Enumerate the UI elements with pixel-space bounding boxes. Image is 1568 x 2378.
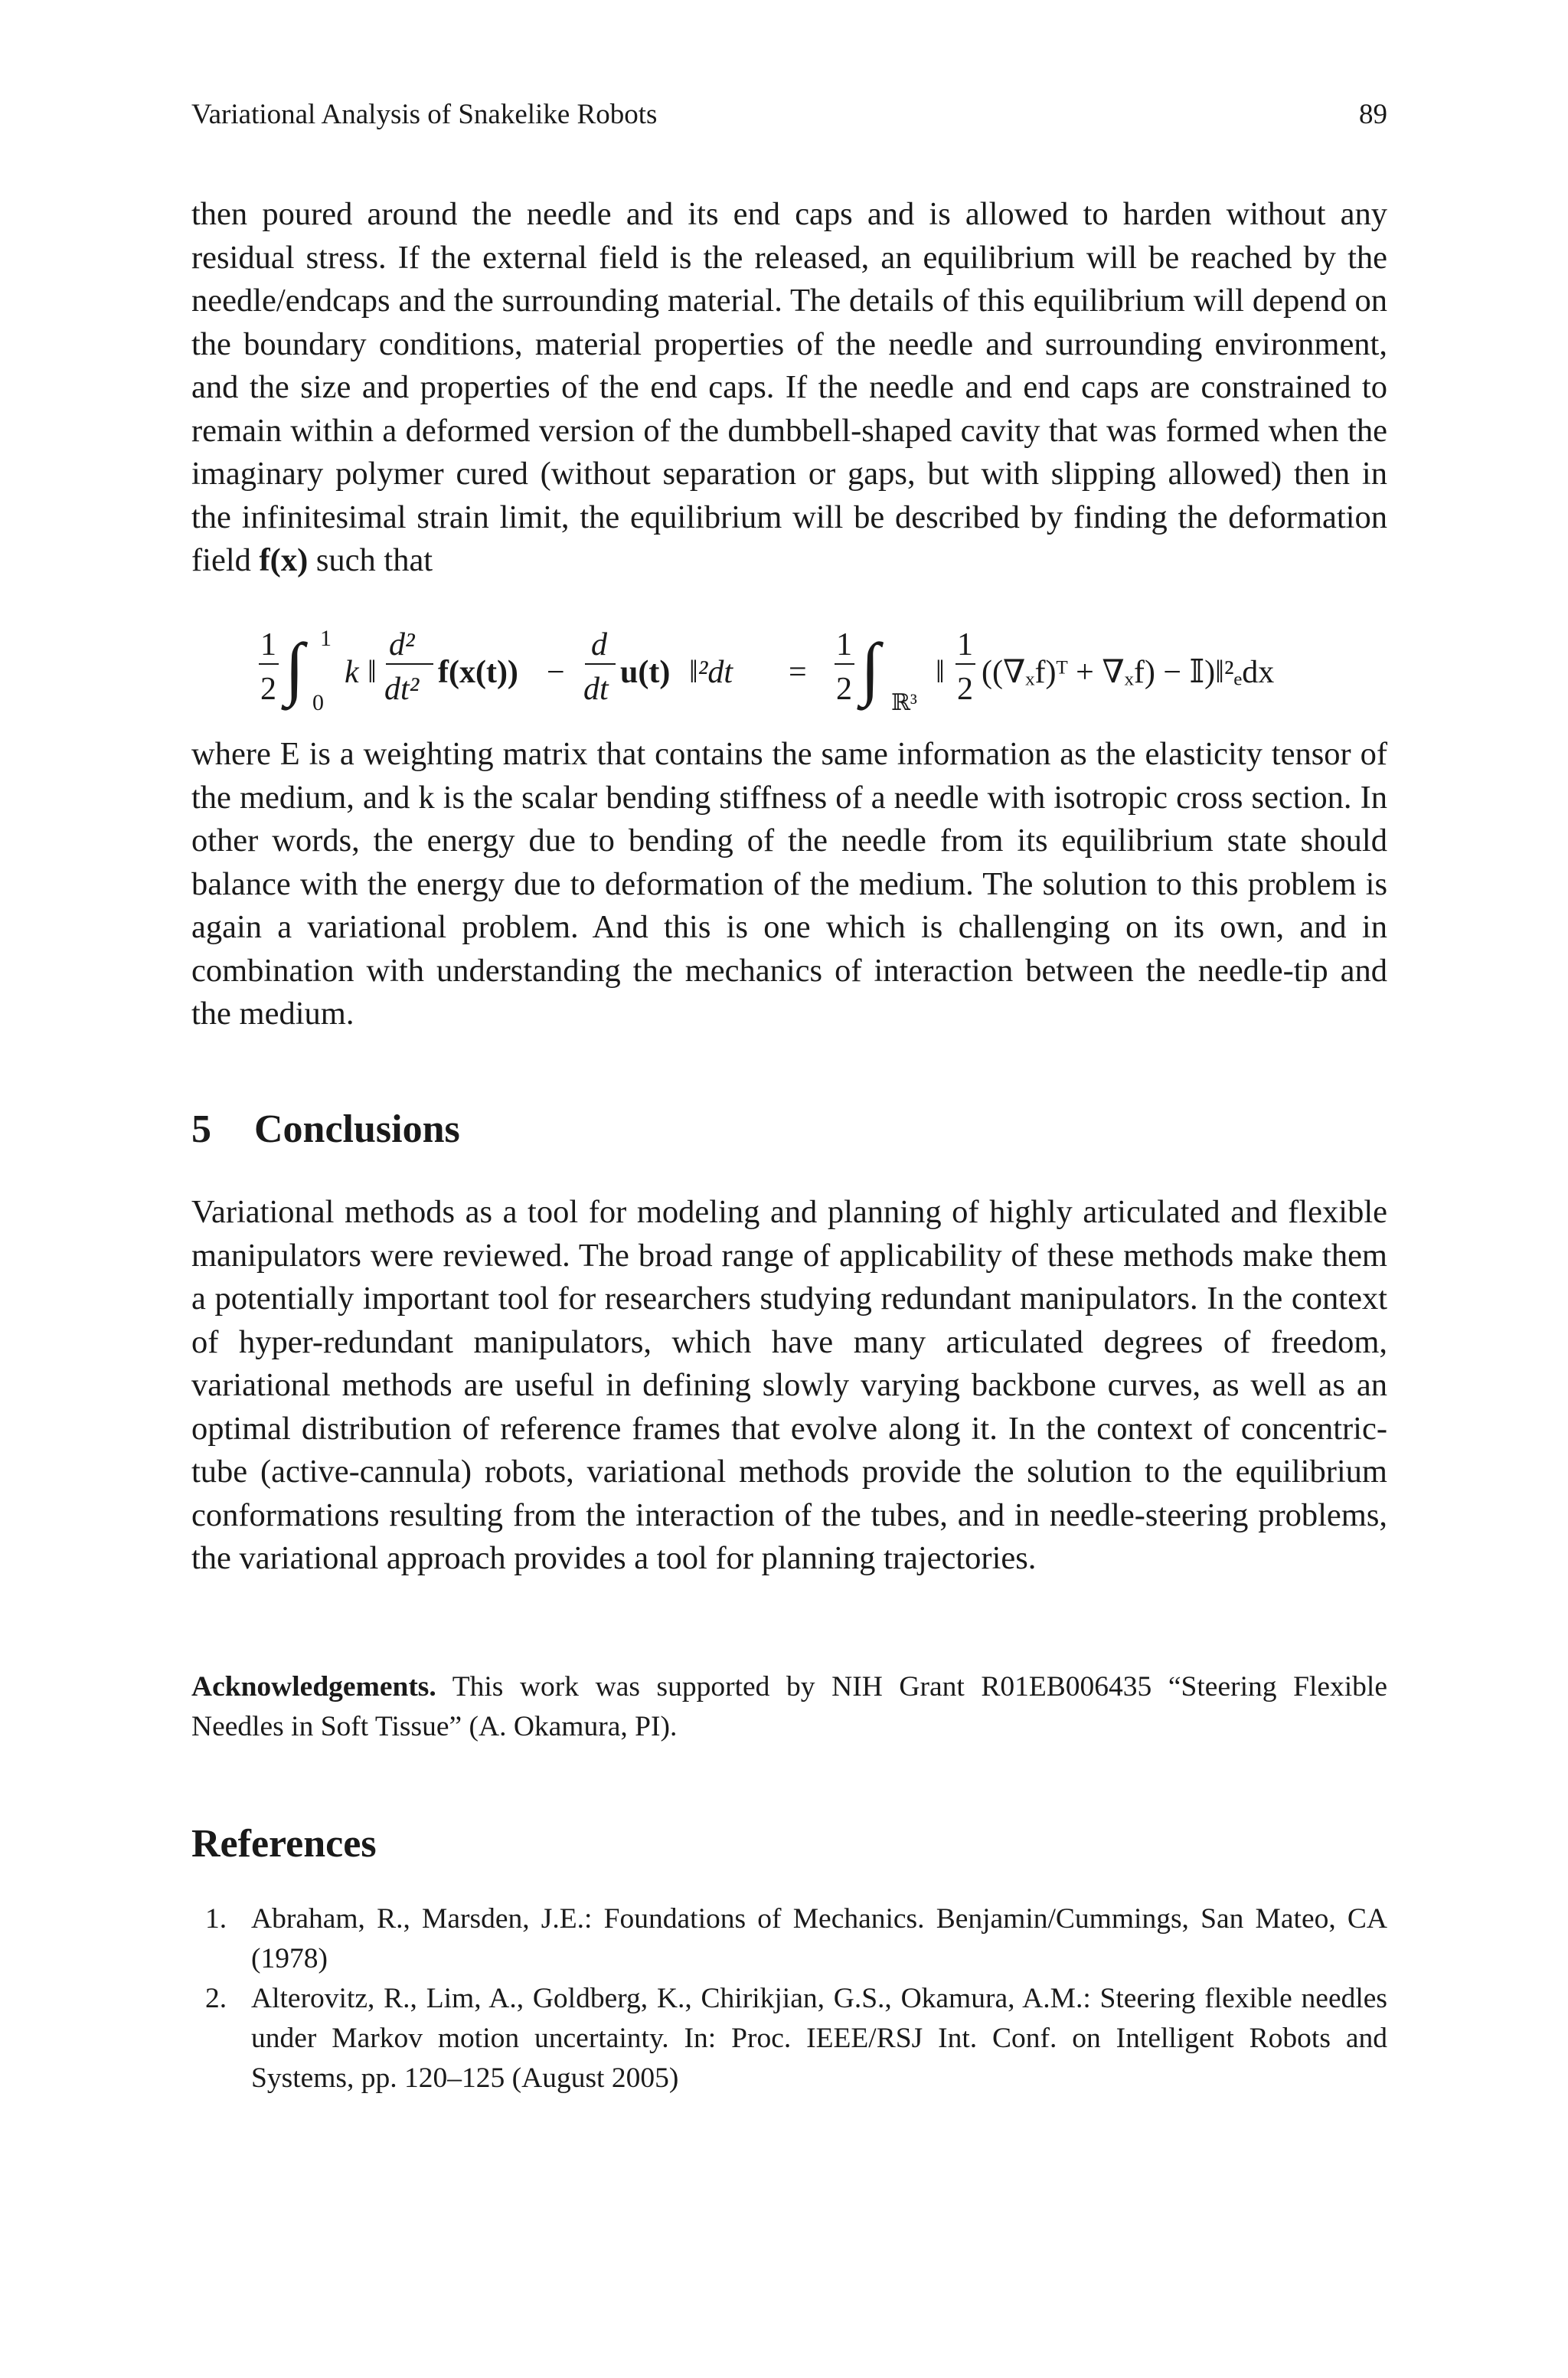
references-heading: References xyxy=(191,1822,377,1866)
section-heading-conclusions xyxy=(191,1106,460,1153)
deformation-field-symbol: f(x) xyxy=(259,542,309,578)
eq-sq-dt: ‖²dt xyxy=(689,655,733,690)
integral-sign-2: ∫ xyxy=(861,629,880,707)
eq-half-num-3: 1 xyxy=(957,627,973,662)
paragraph-intro-text: then poured around the needle and its end caps and is allowed to harden without any residual stress. If the external field is the released, an equilibrium will be reached by the needle/endcaps and the surrounding material. The details of this equilibrium will depend on the boundary conditions, material properties of the needle and surrounding environment, and the size and properties of the end caps. If the needle and end caps are constrained to remain within a deformed version of the dumbbell-shaped cavity that was formed when the imaginary polymer cured (without separation or gaps, but with slipping allowed) then in the infinitesimal strain limit, the equilibrium will be described by finding the deformation field xyxy=(191,196,1387,578)
eq-dt: dt xyxy=(583,672,609,707)
paragraph-intro xyxy=(191,193,1387,583)
eq-half-num: 1 xyxy=(260,627,276,662)
acknowledgements-text: This work was supported by NIH Grant R01EB006435 “Steering Flexible Needles in Soft Tissue” (A. Okamura, PI). xyxy=(191,1671,1387,1742)
eq-k: k xyxy=(345,655,359,690)
eq-norm-open-2: ‖ xyxy=(936,655,945,690)
integral-domain: ℝ³ xyxy=(891,690,917,715)
section-number: 5 xyxy=(191,1107,211,1151)
reference-item xyxy=(191,1899,1387,1979)
eq-rhs: ((∇ₓf)ᵀ + ∇ₓf) − 𝕀)‖²ₑdx xyxy=(982,655,1275,690)
eq-half-num-2: 1 xyxy=(836,627,852,662)
eq-d: d xyxy=(591,627,607,662)
paragraph-intro-tail: such that xyxy=(308,542,433,578)
reference-text: Alterovitz, R., Lim, A., Goldberg, K., Chirikjian, G.S., Okamura, A.M.: Steering flexible needles under Markov motion uncertainty. In: Proc. IEEE/RSJ Int. Conf. on Intelligent Robots and Systems, pp. 120–125 (August 2005) xyxy=(251,1983,1387,2094)
reference-number: 2. xyxy=(205,1983,227,2014)
energy-balance-equation xyxy=(260,609,1370,724)
eq-d2: d² xyxy=(389,627,415,662)
reference-list xyxy=(191,1899,1387,2098)
integral-upper: 1 xyxy=(320,626,332,651)
section-title: Conclusions xyxy=(254,1107,460,1151)
reference-item xyxy=(191,1979,1387,2098)
reference-number: 1. xyxy=(205,1903,227,1935)
eq-equals: = xyxy=(789,655,807,690)
integral-sign: ∫ xyxy=(285,629,305,707)
page-number: 89 xyxy=(1359,99,1387,130)
eq-half-den-3: 2 xyxy=(957,672,973,707)
eq-half-den-2: 2 xyxy=(836,672,852,707)
reference-text: Abraham, R., Marsden, J.E.: Foundations of Mechanics. Benjamin/Cummings, San Mateo, CA (1978) xyxy=(251,1903,1387,1974)
acknowledgements xyxy=(191,1667,1387,1747)
eq-fx: f(x(t)) xyxy=(438,655,518,690)
paragraph-weighting: where E is a weighting matrix that contains the same information as the elasticity tensor of the medium, and k is the scalar bending stiffness of a needle with isotropic cross section. In other words, the energy due to bending of the needle from its equilibrium state should balance with the energy due to deformation of the medium. The solution to this problem is again a variational problem. And this is one which is challenging on its own, and in combination with understanding the mechanics of interaction between the needle-tip and the medium. xyxy=(191,736,1387,1032)
eq-minus: − xyxy=(547,655,565,690)
integral-lower: 0 xyxy=(312,690,324,715)
eq-ut: u(t) xyxy=(620,655,671,690)
paragraph-conclusions: Variational methods as a tool for modeling and planning of highly articulated and flexible manipulators were reviewed. The broad range of applicability of these methods make them a potentially important tool for researchers studying redundant manipulators. In the context of hyper-redundant manipulators, which have many articulated degrees of freedom, variational methods are useful in defining slowly varying backbone curves, as well as an optimal distribution of reference frames that evolve along it. In the context of concentric-tube (active-cannula) robots, variational methods provide the solution to the equilibrium conformations resulting from the interaction of the tubes, and in needle-steering problems, the variational approach provides a tool for planning trajectories. xyxy=(191,1194,1387,1576)
eq-half-den: 2 xyxy=(260,672,276,707)
eq-norm-open: ‖ xyxy=(368,655,377,690)
acknowledgements-label: Acknowledgements. xyxy=(191,1671,436,1703)
eq-dt2: dt² xyxy=(384,672,420,707)
running-head-title: Variational Analysis of Snakelike Robots xyxy=(191,99,658,130)
